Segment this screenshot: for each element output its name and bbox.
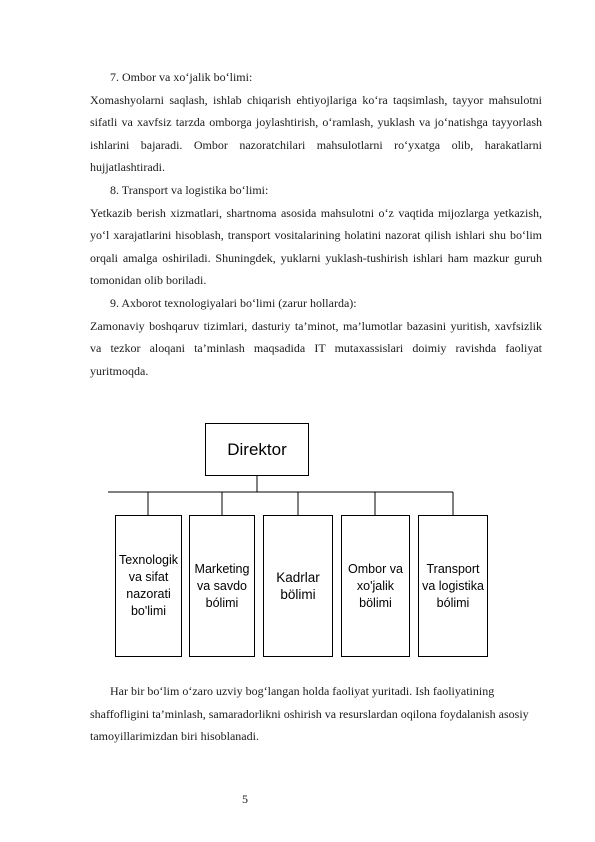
org-box-texnologik — [115, 515, 182, 657]
org-box-ombor — [341, 515, 410, 657]
section-heading-transport: 8. Transport va logistika bo‘limi: — [110, 182, 269, 197]
sections-block — [90, 66, 542, 382]
section-body-ombor: Xomashyolarni saqlash, ishlab chiqarish ehtiyojlariga ko‘ra taqsimlash, tayyor mahsulotni sifatli va xavfsiz tarzda omborga joylashtirish, o‘ramlash, yuklash va jo‘natishga tayyorlash ishlarini bajaradi. Ombor nazoratchilari mahsulotlarni ro‘yxatga olib, harakatlarni hujjatlashtiradi. — [90, 92, 542, 175]
org-box-label: Kadrlar bölimi — [276, 570, 320, 602]
section-body-it: Zamonaviy boshqaruv tizimlari, dasturiy ta’minot, ma’lumotlar bazasini yuritish, xavfsizlik va tezkor aloqani ta’minlash maqsadida IT mutaxassislari doimiy ravishda faoliyat yuritmoqda. — [90, 318, 542, 378]
org-box-director — [205, 423, 309, 476]
org-box-label: Texnologik va sifat nazorati bo'limi — [118, 553, 179, 618]
org-box-marketing — [189, 515, 255, 657]
section-heading-it: 9. Axborot texnologiyalari bo‘limi (zarur hollarda): — [110, 295, 357, 310]
section-body-transport: Yetkazib berish xizmatlari, shartnoma asosida mahsulotni o‘z vaqtida mijozlarga yetkazish, yo‘l xarajatlarini hisoblash, transport vositalarining holatini nazorat qilish ishlari shu bo‘lim orqali amalga oshiriladi. Shuningdek, yuklarni yuklash-tushirish ishlari ham mazkur guruh tomonidan olib boriladi. — [90, 205, 542, 288]
closing-paragraph-block — [90, 680, 545, 748]
org-box-label: Transport va logistika bólimi — [422, 561, 484, 610]
page-number: 5 — [242, 792, 248, 806]
org-box-transport — [418, 515, 488, 657]
org-box-label: Ombor va xo'jalik bölimi — [348, 561, 403, 610]
closing-paragraph: Har bir bo‘lim o‘zaro uzviy bog‘langan holda faoliyat yuritadi. Ish faoliyatining shaffofligini ta’minlash, samaradorlikni oshirish va resurslardan oqilona foydalanish asosiy tamoyillarimizdan biri hisoblanadi. — [90, 684, 529, 744]
org-box-director-label: Direktor — [227, 439, 287, 459]
org-box-label: Marketing va savdo bólimi — [194, 561, 250, 610]
section-heading-ombor: 7. Ombor va xo‘jalik bo‘limi: — [110, 70, 253, 84]
org-box-kadrlar — [263, 515, 333, 657]
